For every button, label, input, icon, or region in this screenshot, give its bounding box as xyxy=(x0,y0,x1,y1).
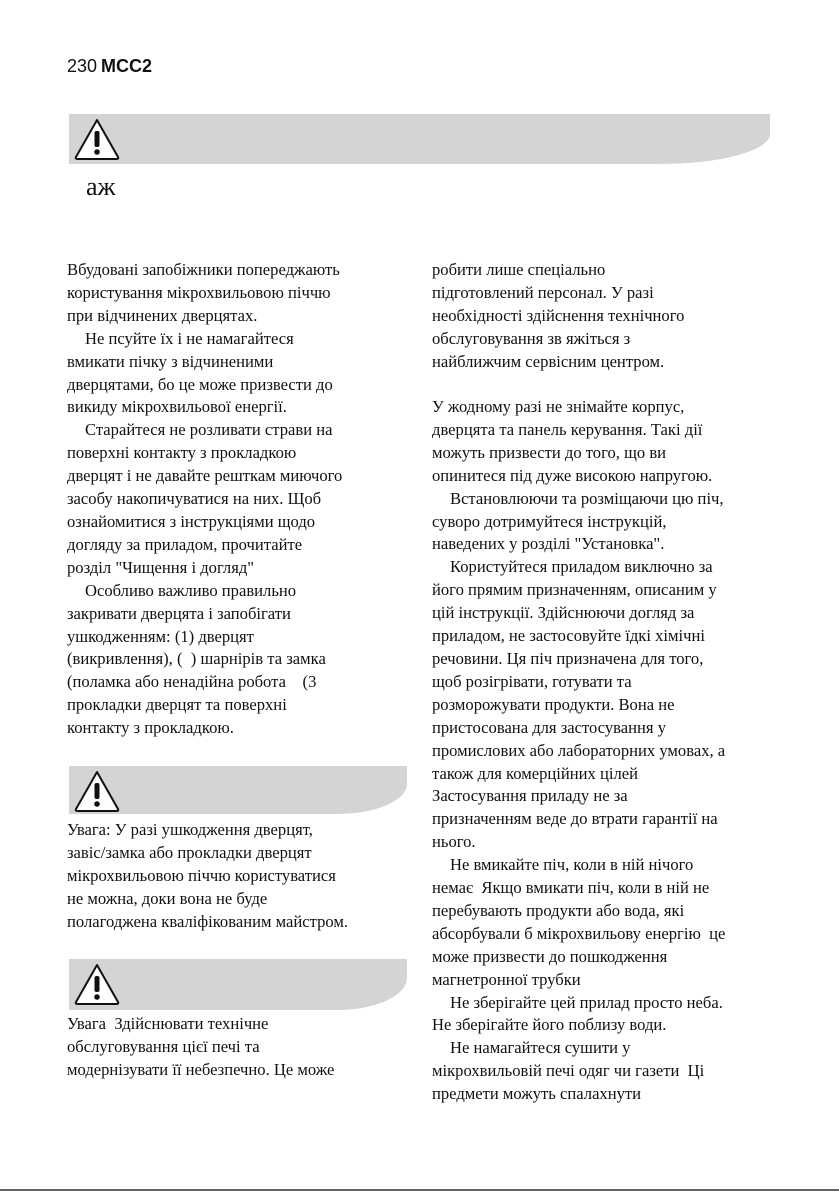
paragraph-do-not-run-empty: Не вмикайте піч, коли в ній нічого немає Якщо вмикати піч, коли в ній не перебувають продукти або вода, які абсорбували б мікрохвильову енергію це може призвести до пошкодження магнетронної трубки xyxy=(432,855,726,989)
model-name: MCC2 xyxy=(101,56,153,76)
warning-triangle-icon xyxy=(74,963,120,1005)
warning-triangle-icon xyxy=(74,118,120,160)
warning-text-service: Увага Здійснювати технічне обслуговування цієї печі та модернізувати її небезпечно. Це може xyxy=(67,1014,335,1079)
warning-text-door-damage: Увага: У разі ушкодження дверцят, завіс/замка або прокладки дверцят мікрохвильовою піччю користуватися не можна, доки вона не буде полагоджена кваліфікованим майстром. xyxy=(67,820,348,931)
right-column-text xyxy=(432,396,832,1106)
warning-triangle-icon xyxy=(74,770,120,812)
paragraph-door-closing: Особливо важливо правильно закривати дверцята і запобігати ушкодженням: (1) дверцят (викривлення), ( ) шарнірів та замка (поламка або ненадійна робота (3 прокладки дверцят та поверхні контакту з прокладкою. xyxy=(67,580,326,738)
warning-banner-main xyxy=(69,114,770,164)
warning-banner-door-damage xyxy=(69,766,407,814)
paragraph-storage: Не зберігайте цей прилад просто неба. Не зберігайте його поблизу води. xyxy=(432,992,723,1035)
paragraph-intended-use: Користуйтеся приладом виключно за його прямим призначенням, описаним у цій інструкції. Здійснюючи догляд за приладом, не застосовуйте їдкі хімічні речовини. Ця піч призначена для того, щоб розігрівати, готувати та розморожувати продукти. Вона не пристосована для застосування у промислових або лабораторних умовах, а також для комерційних цілей Застосування приладу не за призначенням веде до втрати гарантії на нього. xyxy=(432,557,726,852)
warning-banner-service xyxy=(69,959,407,1010)
paragraph-do-not-tamper: Не псуйте їх і не намагайтеся вмикати пічку з відчиненими дверцятами, бо це може призвести до викиду мікрохвильової енергії. xyxy=(67,328,333,417)
warning-banner-title: аж xyxy=(86,172,116,201)
warning-lead: Увага xyxy=(67,1014,115,1033)
paragraph-door-seal: Старайтеся не розливати страви на поверхні контакту з прокладкою дверцят і не давайте решткам миючого засобу накопичуватися на них. Щоб ознайомитися з інструкціями щодо догляду за приладом, прочитайте розділ "Чищення і догляд" xyxy=(67,420,343,577)
paragraph-do-not-dry-clothes: Не намагайтеся сушити у мікрохвильовій печі одяг чи газети Ці предмети можуть спалахнути xyxy=(432,1038,705,1104)
paragraph-installation: Встановлюючи та розміщаючи цю піч, суворо дотримуйтеся інструкцій, наведених у розділі "Установка". xyxy=(432,488,724,554)
page-header xyxy=(67,56,152,77)
left-column-text xyxy=(67,259,427,740)
page-number: 230 xyxy=(67,56,98,76)
paragraph-interlocks: Вбудовані запобіжники попереджають користування мікрохвильовою піччю при відчинених дверцятах. xyxy=(67,260,340,325)
right-column-bold-continuation: робити лише спеціально підготовлений персонал. У разі необхідності здійснення технічного обслуговування зв яжіться з найближчим сервісним центром. xyxy=(432,260,685,371)
paragraph-do-not-remove-casing: У жодному разі не знімайте корпус, дверцята та панель керування. Такі дії можуть призвести до того, що ви опинитеся під дуже високою напругою. xyxy=(432,397,713,485)
